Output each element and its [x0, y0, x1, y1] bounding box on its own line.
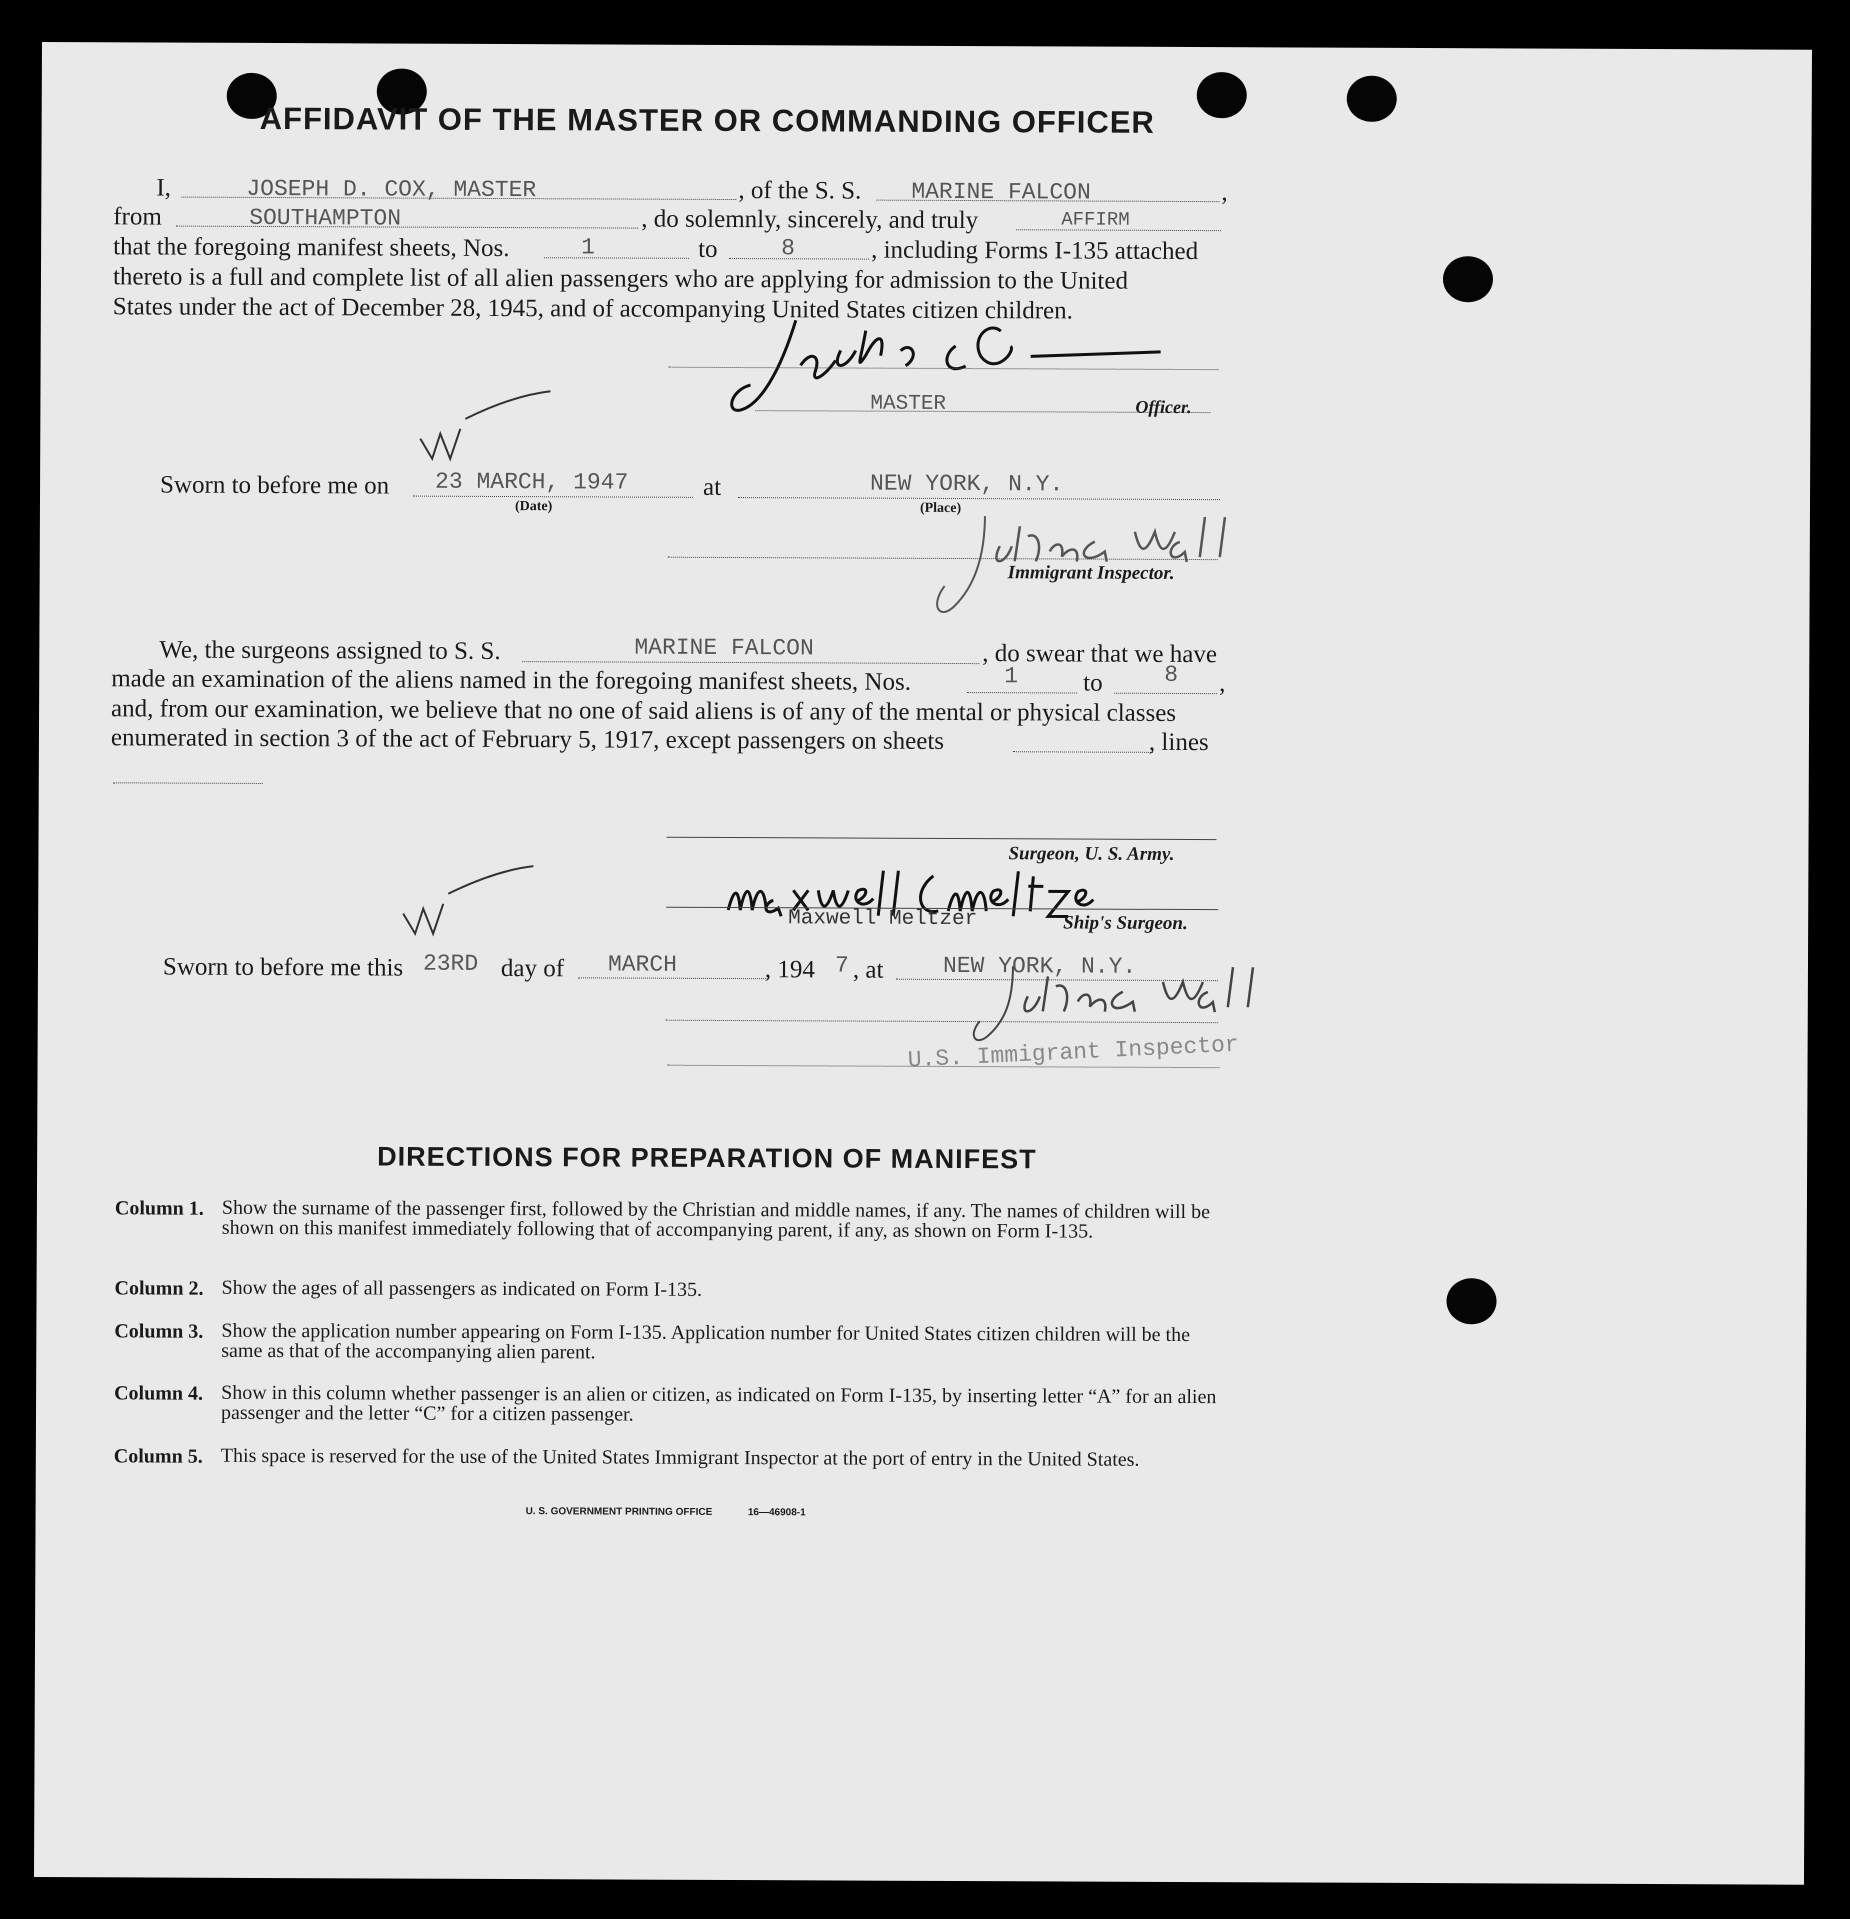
blank-line	[967, 692, 1077, 693]
body-line: thereto is a full and complete list of all alien passengers who are applying for admission to the United	[112, 263, 1129, 295]
initials-mark	[415, 389, 555, 470]
solemnly-label: , do solemnly, sincerely, and truly	[641, 205, 979, 235]
sworn-this-label: Sworn to before me this	[162, 953, 404, 982]
inspector-stamp: U.S. Immigrant Inspector	[907, 1031, 1240, 1074]
of-ss-label: , of the S. S.	[738, 177, 862, 205]
year-digit: 7	[834, 952, 849, 979]
directions-title: DIRECTIONS FOR PREPARATION OF MANIFEST	[377, 1141, 1037, 1175]
blank-line	[113, 782, 263, 784]
direction-text: Show the application number appearing on Form I-135. Application number for United States citizen children will be the same as that of the accompanying alien parent.	[221, 1319, 1191, 1364]
direction-label: Column 5.	[113, 1445, 203, 1468]
day-of-label: day of	[500, 955, 565, 983]
including-label: , including Forms I-135 attached	[871, 236, 1199, 266]
surgeons-intro: We, the surgeons assigned to S. S.	[159, 636, 501, 666]
direction-label: Column 4.	[114, 1382, 204, 1405]
direction-label: Column 1.	[114, 1197, 204, 1220]
sworn-month: MARCH	[607, 951, 678, 978]
punch-hole	[1347, 76, 1397, 122]
punch-hole	[1197, 72, 1247, 118]
surgeon-sheet-from: 1	[1004, 663, 1019, 690]
sworn-label: Sworn to before me on	[160, 471, 390, 500]
blank-line	[544, 257, 689, 259]
master-signature	[700, 310, 1201, 432]
at-label: at	[703, 473, 722, 501]
to-label: to	[698, 235, 718, 263]
oath-word: AFFIRM	[1061, 208, 1130, 231]
surgeon-sheet-to: 8	[1164, 661, 1179, 688]
direction-label: Column 3.	[114, 1320, 204, 1343]
swear-label: , do swear that we have	[982, 640, 1218, 669]
blank-line	[1013, 751, 1153, 753]
departure-port: SOUTHAMPTON	[249, 204, 402, 232]
ship-name: MARINE FALCON	[911, 178, 1091, 206]
inspector-caption: Immigrant Inspector.	[1007, 562, 1175, 584]
punch-hole	[1443, 256, 1493, 302]
direction-text: This space is reserved for the use of the United States Immigrant Inspector at the port of entry in the United States.	[220, 1444, 1140, 1471]
sheet-to: 8	[781, 235, 795, 262]
comma: ,	[1219, 670, 1226, 698]
sworn-place: NEW YORK, N.Y.	[870, 470, 1064, 498]
blank-line	[176, 226, 638, 229]
surgeons-line: enumerated in section 3 of the act of February 5, 1917, except passengers on sheets	[110, 724, 945, 755]
printer-name: U. S. GOVERNMENT PRINTING OFFICE	[525, 1506, 713, 1518]
officer-caption: Officer.	[1135, 396, 1192, 418]
surgeons-ship: MARINE FALCON	[634, 634, 814, 662]
blank-line	[522, 661, 979, 664]
from-label: from	[113, 203, 162, 231]
direction-label: Column 2.	[114, 1277, 204, 1300]
master-title: MASTER	[870, 392, 947, 416]
punch-hole	[1446, 1278, 1496, 1324]
blank-line	[413, 496, 693, 498]
blank-line	[738, 497, 1220, 500]
printer-footer	[526, 1506, 806, 1518]
direction-text: Show the surname of the passenger first, followed by the Christian and middle names, if any. The names of children will be shown on this manifest immediately following that of accompanying parent, if any, as shown on Form I-135.	[221, 1196, 1211, 1243]
army-surgeon-caption: Surgeon, U. S. Army.	[1008, 843, 1175, 865]
form-code: 16—46908-1	[747, 1507, 806, 1519]
blank-line	[1114, 693, 1217, 694]
at-label: , at	[852, 956, 884, 984]
comma: ,	[1221, 179, 1228, 207]
place-caption: (Place)	[919, 500, 962, 517]
document-page	[34, 42, 1812, 1885]
to-label: to	[1083, 669, 1103, 697]
foregoing-label: that the foregoing manifest sheets, Nos.	[113, 233, 510, 263]
date-caption: (Date)	[514, 499, 553, 515]
sheet-from: 1	[581, 234, 595, 261]
sworn-day: 23RD	[422, 950, 479, 977]
surgeons-line: and, from our examination, we believe that no one of said aliens is of any of the mental or physical classes	[111, 695, 1177, 727]
ship-surgeon-name: Maxwell Meltzer	[788, 907, 978, 932]
sworn2-place: NEW YORK, N.Y.	[942, 952, 1137, 980]
direction-text: Show in this column whether passenger is an alien or citizen, as indicated on Form I-135, by inserting letter “A” for an alien passenger and the letter “C” for a citizen passenger.	[220, 1381, 1217, 1426]
ship-surgeon-caption: Ship's Surgeon.	[1063, 912, 1188, 935]
initials-mark	[398, 864, 538, 945]
direction-text: Show the ages of all passengers as indicated on Form I-135.	[221, 1276, 703, 1301]
army-surgeon-line	[667, 837, 1217, 840]
i-label: I,	[156, 174, 172, 202]
body-line: States under the act of December 28, 1945, and of accompanying United States citizen children.	[112, 293, 1074, 325]
affidavit-title: AFFIDAVIT OF THE MASTER OR COMMANDING OFFICER	[259, 100, 1155, 140]
year-prefix: , 194	[764, 956, 816, 984]
master-name: JOSEPH D. COX, MASTER	[246, 175, 537, 204]
blank-line	[729, 258, 869, 260]
sworn-date: 23 MARCH, 1947	[435, 468, 629, 496]
surgeons-line: made an examination of the aliens named in the foregoing manifest sheets, Nos.	[111, 665, 912, 696]
lines-label: , lines	[1148, 728, 1209, 757]
